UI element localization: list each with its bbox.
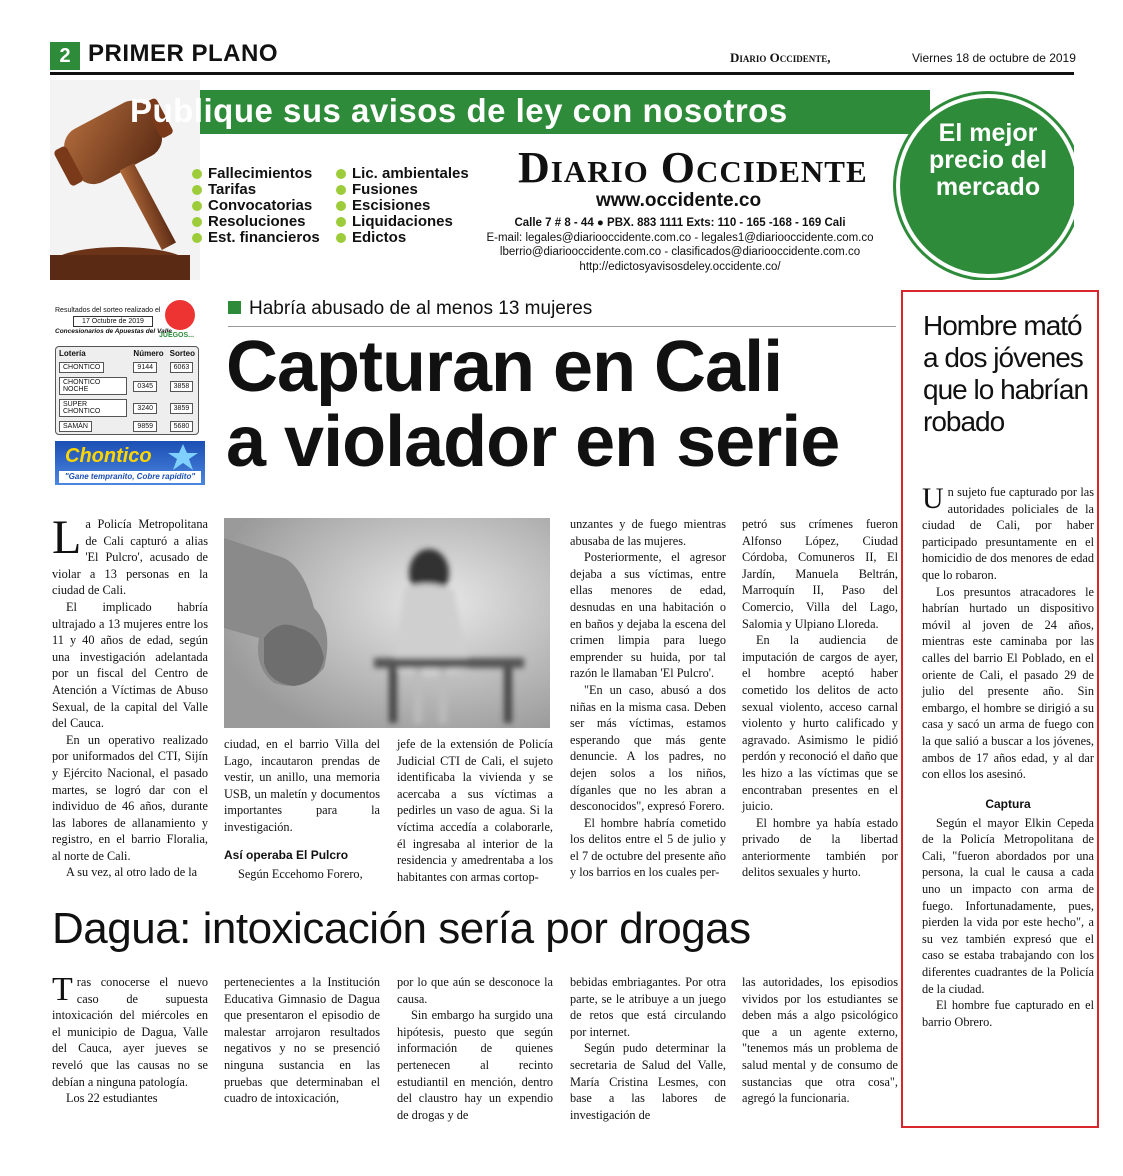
headline-line-2: a violador en serie	[226, 402, 840, 482]
paragraph: Según el mayor Elkin Cepeda de la Policía Metropolitana de Cali, "fueron abordados por una persona, la cual le causa a cada uno un impacto con arma de fuego. Infortunadamente, pues, pierden la vida por este hecho", a su vez también expresó que el caso se estaba trabajando con los diferentes cuadrantes de la Policía de la ciudad.	[922, 815, 1094, 996]
best-price-badge	[896, 94, 1074, 278]
section-title: PRIMER PLANO	[88, 40, 279, 67]
ad-website[interactable]: www.occidente.co	[596, 190, 762, 211]
ad-url[interactable]: http://edictosyavisosdeley.occidente.co/	[579, 260, 781, 273]
ad-address: Calle 7 # 8 - 44 ● PBX. 883 1111 Exts: 110 - 165 -168 - 169 Cali	[514, 217, 846, 229]
dagua-column-2	[224, 974, 380, 1107]
chontico-ad[interactable]	[55, 441, 205, 485]
lottery-number: 9144	[133, 362, 157, 373]
main-kicker	[228, 298, 592, 320]
main-column-4	[570, 516, 726, 881]
chontico-brand: Chontico	[65, 445, 152, 467]
main-column-1	[52, 511, 208, 881]
ad-service-item: Fallecimientos	[192, 166, 320, 182]
ad-service-item: Lic. ambientales	[336, 166, 469, 182]
paragraph: El hombre habría cometido los delitos entre el 5 de julio y el 7 de octubre del presente año y los barrios en los cuales per-	[570, 815, 726, 880]
drop-cap: T	[52, 971, 73, 1008]
badge-text: El mejor precio del mercado	[928, 119, 1048, 201]
fist-and-girl-photo-icon	[224, 518, 550, 728]
table-row	[56, 360, 198, 375]
ad-contact-info	[470, 216, 890, 274]
lottery-date: 17 Octubre de 2019	[73, 316, 153, 327]
dagua-column-5	[742, 974, 898, 1107]
paragraph: bebidas embriagantes. Por otra parte, se le atribuye a un juego de retos que está circulando por internet.	[570, 975, 726, 1039]
ad-headline: Publique sus avisos de ley con nosotros	[130, 92, 788, 129]
kicker-text: Habría abusado de al menos 13 mujeres	[249, 298, 593, 319]
paragraph: A su vez, al otro lado de la	[66, 865, 198, 880]
ad-service-item: Est. financieros	[192, 230, 320, 246]
paragraph: El implicado habría ultrajado a 13 mujeres entre los 11 y 40 años de edad, según una investigación adelantada por un fiscal del Centro de Atención a Víctimas de Abuso Sexual, de la capital del Valle del Cauca.	[52, 599, 208, 731]
ad-service-item: Edictos	[336, 230, 469, 246]
ad-service-item: Fusiones	[336, 182, 469, 198]
ad-service-item: Convocatorias	[192, 198, 320, 214]
lottery-name: SUPER CHONTICO	[59, 399, 127, 417]
paragraph: petró sus crímenes fueron Alfonso López, Ciudad Córdoba, Comuneros II, El Jardín, Manuela Beltrán, Marroquín II, Paso del Comercio, Villa del Lago, Salomia y Ulpiano Lloreda.	[742, 517, 898, 631]
table-row	[56, 375, 198, 397]
lottery-draw: 5680	[170, 421, 194, 432]
sidebar-article	[901, 290, 1099, 1128]
sidebar-subhead: Captura	[985, 796, 1031, 811]
main-headline	[226, 327, 840, 482]
kicker-square-icon	[228, 301, 241, 314]
paragraph: Tras conocerse el nuevo caso de supuesta intoxicación del miércoles en el municipio de Dagua, Valle del Cauca, ayer jueves se reveló que las causas no se debían a ninguna patología.	[52, 971, 208, 1089]
lottery-name: CHONTICO	[59, 362, 104, 373]
ad-services-list-left	[192, 166, 320, 246]
col-header: Lotería	[59, 349, 86, 358]
paragraph: En la audiencia de imputación de cargos de ayer, el hombre aceptó haber cometido los delitos de acto sexual violento, acceso carnal violento y hurto calificado y agravado. Asimismo le pidió perdón y reconoció el daño que les hizo a las víctimas que se encontraban presentes en el juicio.	[742, 633, 898, 814]
paragraph: unzantes y de fuego mientras abusaba de las mujeres.	[570, 517, 726, 548]
table-row	[56, 419, 198, 434]
dagua-headline: Dagua: intoxicación sería por drogas	[52, 904, 751, 953]
paragraph: Posteriormente, el agresor dejaba a sus víctimas, entre ellas menores de edad, desnudas en una habitación o en baños y dejaba la escena del crimen limpia para luego emprender su huida, por tal razón le llamaban 'El Pulcro'.	[570, 550, 726, 681]
header-rule	[50, 72, 1074, 75]
diario-occidente-logo: Diario Occidente	[518, 143, 868, 192]
issue-date: Viernes 18 de octubre de 2019	[912, 51, 1076, 65]
dagua-column-1	[52, 971, 208, 1107]
paragraph: El hombre fue capturado en el barrio Obrero.	[922, 998, 1094, 1029]
main-column-5	[742, 516, 898, 881]
paragraph: Según pudo determinar la secretaria de Salud del Valle, María Cristina Lesmes, con base a las labores de investigación de	[570, 1041, 726, 1122]
paragraph: Sin embargo ha surgido una hipótesis, puesto que según información de quienes pertenecen al recinto estudiantil en mención, dentro del claustro hay un expendio de drogas y de	[397, 1008, 553, 1122]
lottery-draw: 3859	[170, 403, 194, 414]
lottery-caption: Resultados del sorteo realizado el	[55, 307, 161, 314]
paper-name: Diario Occidente,	[730, 50, 831, 65]
main-column-3	[397, 736, 553, 885]
lottery-name: CHONTICO NOCHE	[59, 377, 127, 395]
article-photo	[224, 518, 550, 728]
col-header: Número	[133, 349, 164, 358]
paragraph: jefe de la extensión de Policía Judicial CTI de Cali, el sujeto identificaba la vivienda y se acercaba a sus víctimas a pedirles un vaso de agua. Si la víctima accedía a colaborarle, él ingresaba al interior de la residencia y amedrentaba a los habitantes con armas cortop-	[397, 737, 553, 884]
dagua-column-3	[397, 974, 553, 1123]
paragraph: Según Eccehomo Forero,	[238, 866, 363, 881]
lottery-table	[55, 346, 199, 435]
subhead: Así operaba El Pulcro	[224, 847, 349, 862]
paragraph: por lo que aún se desconoce la causa.	[397, 975, 553, 1006]
col-header: Sorteo	[169, 349, 195, 358]
sidebar-headline: Hombre mató a dos jóvenes que lo habrían robado	[923, 310, 1089, 437]
drop-cap: L	[52, 511, 82, 564]
lottery-draw: 6063	[170, 362, 194, 373]
ad-services-list-right	[336, 166, 469, 246]
lottery-number: 0345	[133, 381, 157, 392]
paragraph: Los presuntos atracadores le habrían hurtado un dispositivo móvil al joven de 24 años, mientras este caminaba por las calles del barrio El Poblado, en el oriente de Cali, el pasado 29 de julio del presente año. Sin embargo, el hombre se dirigió a su casa y sacó un arma de fuego con la que salió a buscar a los jóvenes, ambos de 17 años edad, y al dar con ellos los asesinó.	[922, 584, 1094, 782]
ad-email-2[interactable]: lberrio@diariooccidente.com.co - clasificados@diariooccidente.com.co	[499, 246, 861, 258]
ad-service-item: Escisiones	[336, 198, 469, 214]
juegos-logo-icon	[165, 300, 195, 330]
legal-notices-ad[interactable]	[50, 80, 1074, 280]
lottery-distributor: Concesionarios de Apuestas del Valle	[55, 328, 172, 335]
drop-cap: U	[922, 482, 944, 515]
table-row	[56, 397, 198, 419]
paragraph: En un operativo realizado por uniformados del CTI, Sijín y Ejército Nacional, el pasado martes, se logró dar con el individuo de 46 años, durante las labores de allanamiento y registro, en el barrio Floralia, al norte de Cali.	[52, 732, 208, 863]
paragraph: ciudad, en el barrio Villa del Lago, incautaron prendas de vestir, un anillo, una memoria USB, un maletín y documentos importantes para la investigación.	[224, 737, 380, 834]
paragraph: "En un caso, abusó a dos niñas en la misma casa. Deben ser más víctimas, estamos esperando que más gente denuncie. A los padres, no dejen solos a los niños, díganles que no les abran a desconocidos", expresó Forero.	[570, 682, 726, 814]
lottery-name: SAMÁN	[59, 421, 92, 432]
juegos-logo-text: JUEGOS...	[159, 332, 195, 339]
lottery-number: 9859	[133, 421, 157, 432]
paragraph: El hombre ya había estado privado de la libertad anteriormente también por delitos sexuales y hurto.	[742, 815, 898, 880]
main-column-2	[224, 736, 380, 882]
lottery-draw: 3858	[170, 381, 194, 392]
chontico-slogan: "Gane tempranito, Cobre rapidito"	[59, 471, 201, 483]
paragraph: Los 22 estudiantes	[66, 1091, 158, 1106]
paragraph: La Policía Metropolitana de Cali capturó a alias 'El Pulcro', acusado de violar a 13 personas en la ciudad de Cali.	[52, 511, 208, 598]
paragraph: Un sujeto fue capturado por las autoridades policiales de la ciudad de Cali, por haber participado presuntamente en el homicidio de dos menores de edad que lo robaron.	[922, 482, 1094, 582]
lottery-number: 3240	[133, 403, 157, 414]
sidebar-body	[922, 484, 1094, 1030]
ad-service-item: Resoluciones	[192, 214, 320, 230]
dagua-column-4	[570, 974, 726, 1123]
paragraph: pertenecientes a la Institución Educativa Gimnasio de Dagua que presentaron el episodio de malestar arrojaron resultados negativos y no se presenció ninguna sustancia en las pruebas que determinaban el cuadro de intoxicación,	[224, 975, 380, 1106]
headline-line-1: Capturan en Cali	[226, 327, 783, 407]
ad-service-item: Tarifas	[192, 182, 320, 198]
lottery-results	[55, 298, 205, 488]
paragraph: las autoridades, los episodios vividos por los estudiantes se deben más a algo psicológico que a un agente externo, "tenemos más un problema de salud mental y de consumo de sustancias que otra cosa", agregó la funcionaria.	[742, 975, 898, 1106]
page-number: 2	[50, 42, 80, 70]
ad-service-item: Liquidaciones	[336, 214, 469, 230]
ad-email-1[interactable]: E-mail: legales@diariooccidente.com.co - legales1@diariooccidente.com.co	[486, 231, 874, 244]
star-icon	[165, 443, 201, 471]
